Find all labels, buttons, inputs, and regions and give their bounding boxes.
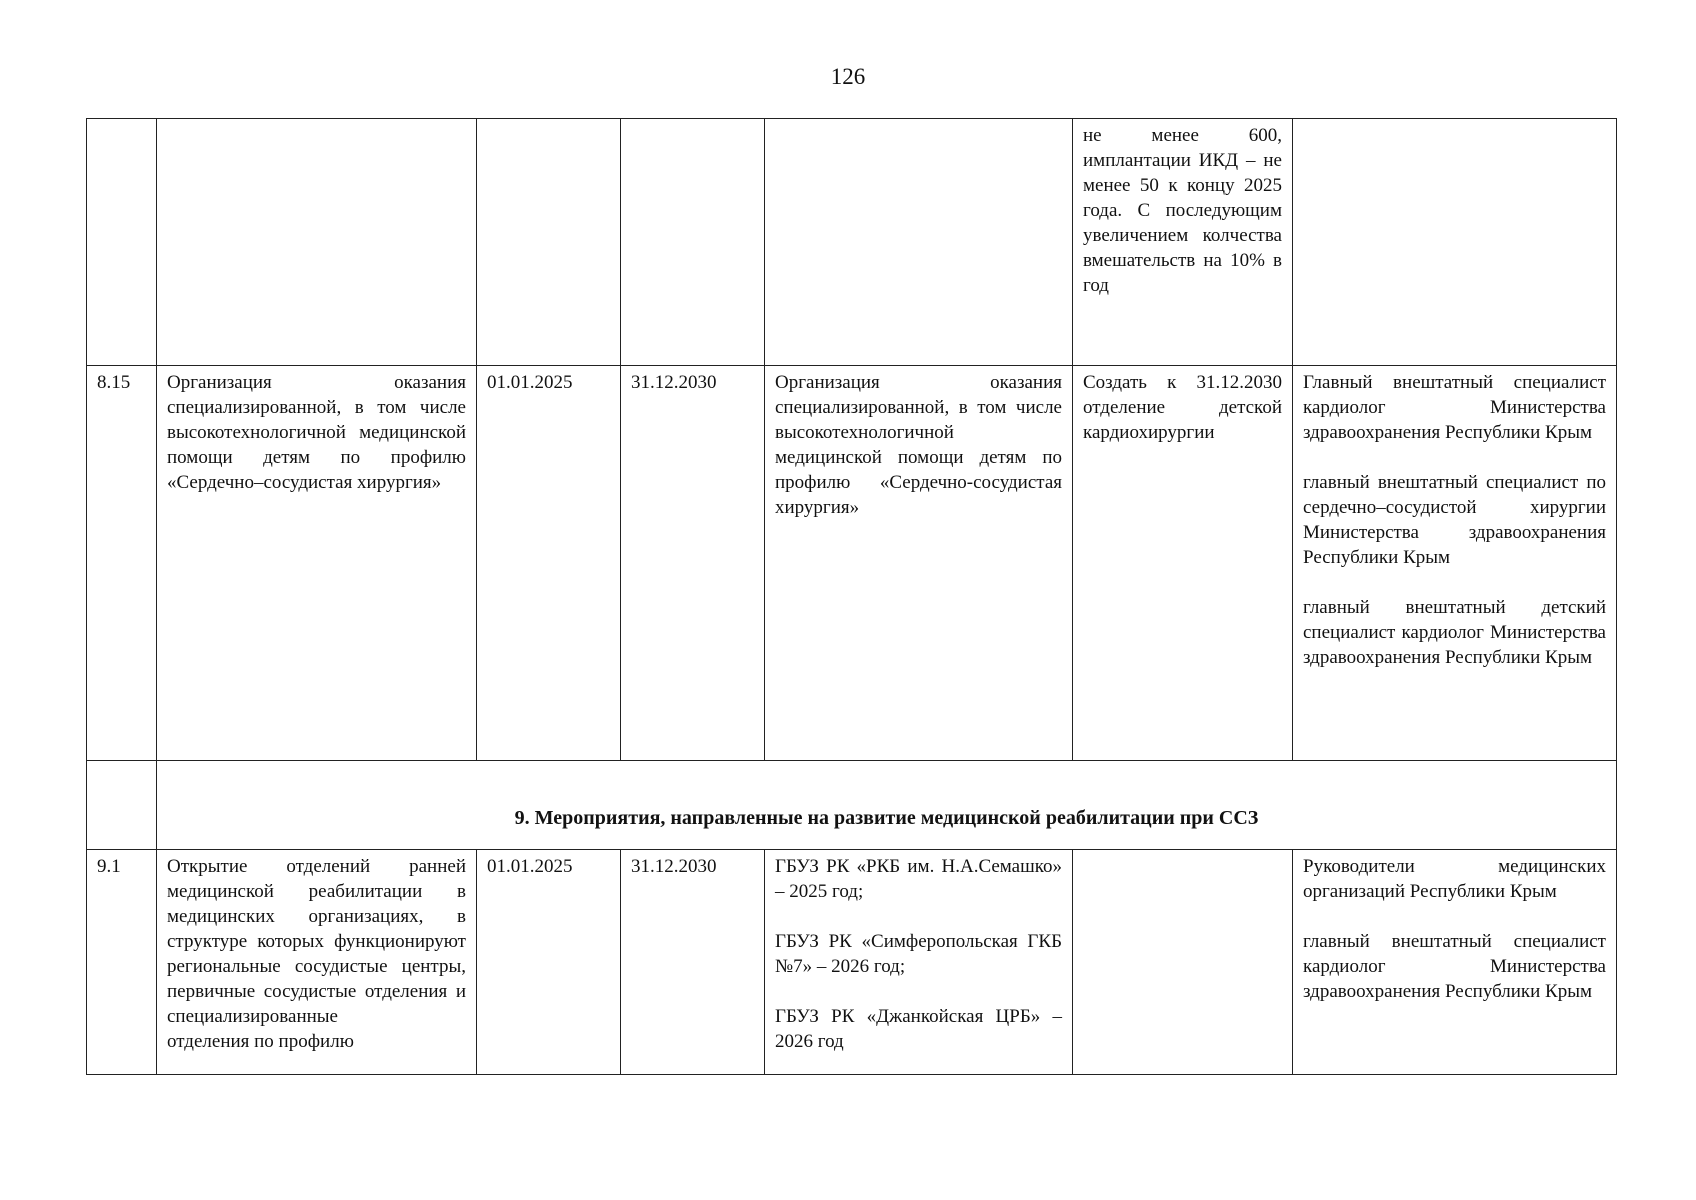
cell-start-date: 01.01.2025 — [477, 850, 621, 1075]
cell-number — [87, 761, 157, 850]
cell-executor — [765, 119, 1073, 366]
responsible-entry: Руководители медицинских организаций Республики Крым — [1303, 856, 1606, 902]
cell-end-date — [621, 119, 765, 366]
executor-entry: ГБУЗ РК «РКБ им. Н.А.Семашко» – 2025 год; — [775, 856, 1062, 902]
cell-end-date: 31.12.2030 — [621, 366, 765, 761]
measures-table — [86, 118, 1617, 1075]
cell-executor: Организация оказания специализированной, в том числе высокотехнологичной медицинской помощи детям по профилю «Сердечно-сосудистая хирургия» — [765, 366, 1073, 761]
cell-number: 8.15 — [87, 366, 157, 761]
executor-entry: ГБУЗ РК «Симферопольская ГКБ №7» – 2026 год; — [775, 931, 1062, 977]
cell-start-date: 01.01.2025 — [477, 366, 621, 761]
event-text: Открытие отделений ранней медицинской реабилитации в медицинских организациях, в структуре которых функционируют региональные сосудистые центры, первичные сосудистые отделения и специализированные — [167, 856, 466, 1027]
cell-number — [87, 119, 157, 366]
responsible-entry: главный внештатный детский специалист кардиолог Министерства здравоохранения Республики Крым — [1303, 597, 1606, 668]
cell-event — [157, 850, 477, 1075]
responsible-entry: Главный внештатный специалист кардиолог Министерства здравоохранения Республики Крым — [1303, 372, 1606, 443]
table-row — [87, 119, 1617, 366]
cell-number: 9.1 — [87, 850, 157, 1075]
table-row — [87, 850, 1617, 1075]
cell-start-date — [477, 119, 621, 366]
table-row — [87, 366, 1617, 761]
cell-event — [157, 119, 477, 366]
cell-executor — [765, 850, 1073, 1075]
page-number: 126 — [830, 64, 866, 89]
cell-end-date: 31.12.2030 — [621, 850, 765, 1075]
cell-result: не менее 600, имплантации ИКД – не менее 50 к концу 2025 года. С последующим увеличением колчества вмешательств на 10% в год — [1073, 119, 1293, 366]
cell-event: Организация оказания специализированной, в том числе высокотехнологичной медицинской помощи детям по профилю «Сердечно–сосудистая хирургия» — [157, 366, 477, 761]
cell-responsible — [1293, 850, 1617, 1075]
event-text-cut: отделения по профилю — [167, 1031, 354, 1052]
cell-responsible — [1293, 119, 1617, 366]
responsible-entry: главный внештатный специалист по сердечно–сосудистой хирургии Министерства здравоохранения Республики Крым — [1303, 472, 1606, 568]
section-row — [87, 761, 1617, 850]
section-heading: 9. Мероприятия, направленные на развитие медицинской реабилитации при ССЗ — [157, 761, 1617, 850]
executor-entry: ГБУЗ РК «Джанкойская ЦРБ» – 2026 год — [775, 1006, 1062, 1052]
cell-responsible — [1293, 366, 1617, 761]
cell-result — [1073, 850, 1293, 1075]
cell-result: Создать к 31.12.2030 отделение детской кардиохирургии — [1073, 366, 1293, 761]
responsible-entry: главный внештатный специалист кардиолог Министерства здравоохранения Республики Крым — [1303, 931, 1606, 1002]
